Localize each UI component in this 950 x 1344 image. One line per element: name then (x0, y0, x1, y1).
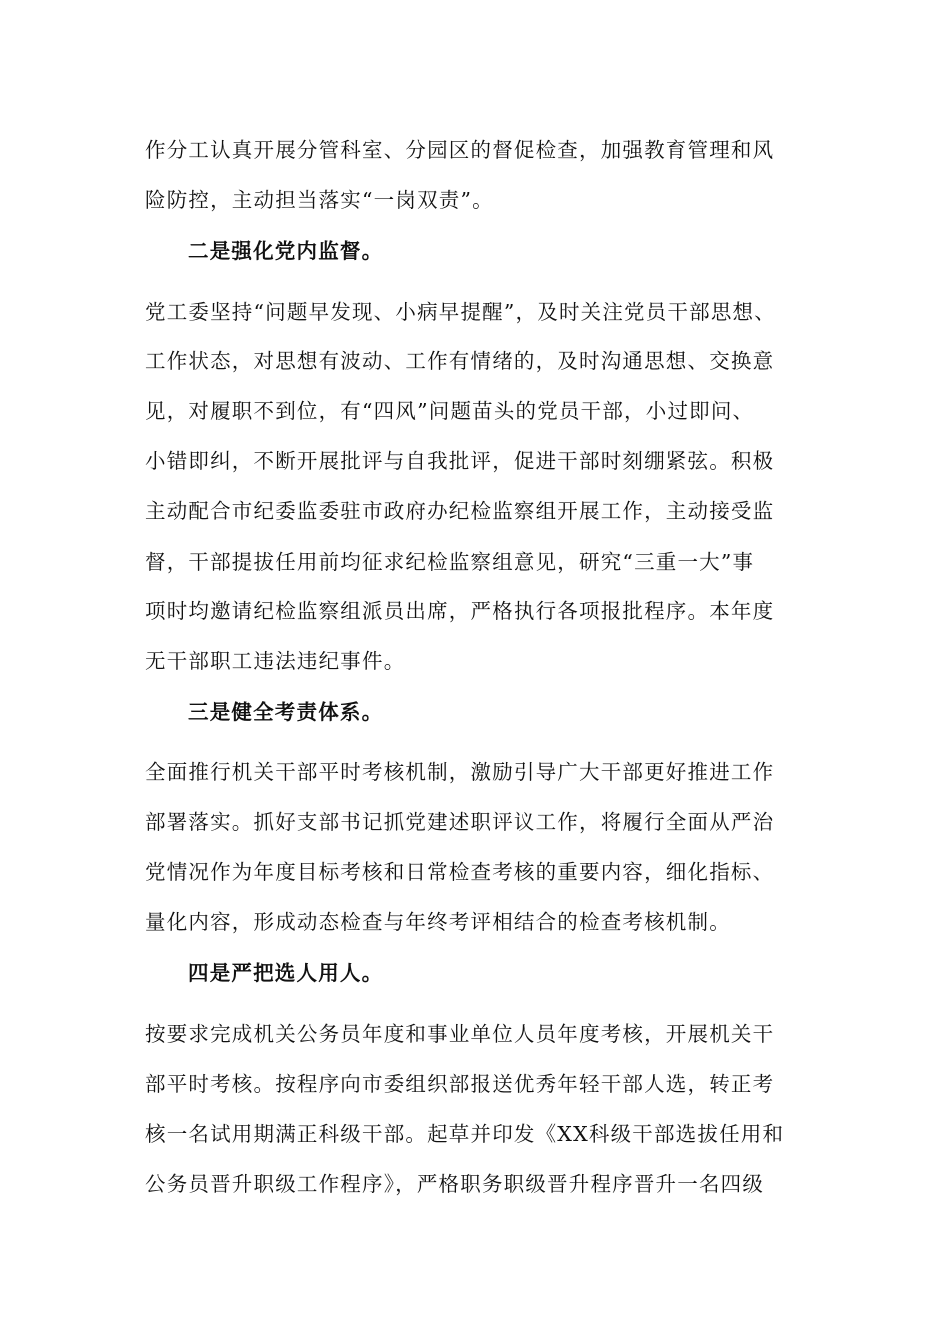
section-heading: 二是强化党内监督。 (188, 239, 384, 263)
body-text-line: 督，干部提拔任用前均征求纪检监察组意见，研究“三重一大”事 (145, 550, 755, 574)
body-text-line: 主动配合市纪委监委驻市政府办纪检监察组开展工作，主动接受监 (145, 499, 775, 523)
body-text-line: 党情况作为年度目标考核和日常检查考核的重要内容，细化指标、 (145, 860, 775, 884)
body-text-line: 按要求完成机关公务员年度和事业单位人员年度考核，开展机关干 (145, 1022, 775, 1046)
body-text-line: 见，对履职不到位，有“四风”问题苗头的党员干部，小过即问、 (145, 399, 755, 423)
body-text-line: 小错即纠，不断开展批评与自我批评，促进干部时刻绷紧弦。积极 (145, 449, 775, 473)
body-text-line: 无干部职工违法违纪事件。 (145, 649, 406, 673)
body-text-line: 部署落实。抓好支部书记抓党建述职评议工作，将履行全面从严治 (145, 810, 775, 834)
body-text-line: 工作状态，对思想有波动、工作有情绪的，及时沟通思想、交换意 (145, 349, 775, 373)
body-text-line: 党工委坚持“问题早发现、小病早提醒”，及时关注党员干部思想、 (145, 300, 776, 324)
body-text-line: 核一名试用期满正科级干部。起草并印发《XX科级干部选拔任用和 (145, 1122, 785, 1146)
section-heading: 三是健全考责体系。 (188, 700, 384, 724)
section-heading: 四是严把选人用人。 (188, 961, 384, 985)
body-text-line: 险防控，主动担当落实“一岗双责”。 (145, 188, 494, 212)
body-text-line: 项时均邀请纪检监察组派员出席，严格执行各项报批程序。本年度 (145, 599, 775, 623)
body-text-line: 公务员晋升职级工作程序》，严格职务职级晋升程序晋升一名四级 (145, 1172, 765, 1196)
body-text-line: 全面推行机关干部平时考核机制，激励引导广大干部更好推进工作 (145, 760, 775, 784)
body-text-line: 作分工认真开展分管科室、分园区的督促检查，加强教育管理和风 (145, 138, 775, 162)
body-text-line: 量化内容，形成动态检查与年终考评相结合的检查考核机制。 (145, 910, 731, 934)
body-text-line: 部平时考核。按程序向市委组织部报送优秀年轻干部人选，转正考 (145, 1072, 775, 1096)
